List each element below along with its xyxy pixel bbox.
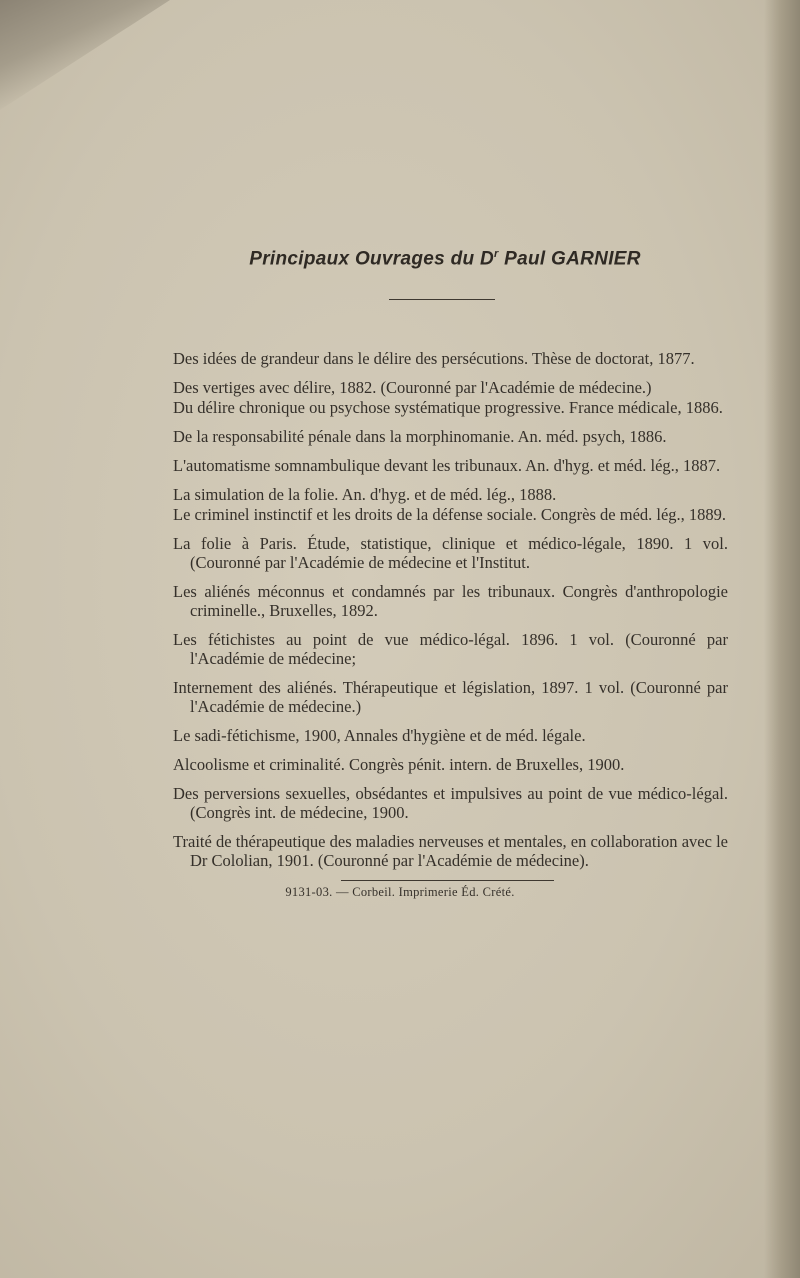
- title-divider: [389, 299, 495, 300]
- title-superscript: r: [493, 248, 499, 260]
- work-entry: Internement des aliénés. Thérapeutique et législation, 1897. 1 vol. (Couronné par l'Académie de médecine.): [173, 678, 728, 716]
- work-entry: La simulation de la folie. An. d'hyg. et de méd. lég., 1888.: [173, 485, 557, 504]
- title-text: Principaux Ouvrages du D: [249, 248, 494, 270]
- page-edge-shadow: [764, 0, 800, 1278]
- work-entry: Des perversions sexuelles, obsédantes et impulsives au point de vue médico-légal. (Congrès int. de médecine, 1900.: [173, 784, 728, 822]
- printer-imprint: 9131-03. — Corbeil. Imprimerie Éd. Crété.: [285, 885, 515, 899]
- work-entry: Les fétichistes au point de vue médico-légal. 1896. 1 vol. (Couronné par l'Académie de médecine;: [173, 630, 728, 668]
- work-entry: Le sadi-fétichisme, 1900, Annales d'hygiène et de méd. légale.: [173, 726, 586, 745]
- work-entry: Des vertiges avec délire, 1882. (Couronné par l'Académie de médecine.): [173, 378, 652, 397]
- work-entry: Les aliénés méconnus et condamnés par les tribunaux. Congrès d'anthropologie criminelle., Bruxelles, 1892.: [173, 582, 728, 620]
- work-entry: Alcoolisme et criminalité. Congrès pénit. intern. de Bruxelles, 1900.: [173, 755, 625, 774]
- works-list: [173, 349, 728, 880]
- work-entry: Du délire chronique ou psychose systématique progressive. France médicale, 1886.: [173, 398, 723, 417]
- footer-divider: [341, 880, 554, 881]
- title-author: Paul GARNIER: [498, 248, 641, 270]
- folded-corner: [0, 0, 170, 110]
- work-entry: De la responsabilité pénale dans la morphinomanie. An. méd. psych, 1886.: [173, 427, 667, 446]
- work-entry: Des idées de grandeur dans le délire des persécutions. Thèse de doctorat, 1877.: [173, 349, 695, 368]
- work-entry: L'automatisme somnambulique devant les tribunaux. An. d'hyg. et méd. lég., 1887.: [173, 456, 721, 475]
- work-entry: Le criminel instinctif et les droits de la défense sociale. Congrès de méd. lég., 1889.: [173, 505, 727, 524]
- work-entry: La folie à Paris. Étude, statistique, clinique et médico-légale, 1890. 1 vol. (Couronné par l'Académie de médecine et l'Institut.: [173, 534, 728, 572]
- work-entry: Traité de thérapeutique des maladies nerveuses et mentales, en collaboration avec le Dr Cololian, 1901. (Couronné par l'Académie de médecine).: [173, 832, 728, 870]
- page-title: [0, 248, 800, 270]
